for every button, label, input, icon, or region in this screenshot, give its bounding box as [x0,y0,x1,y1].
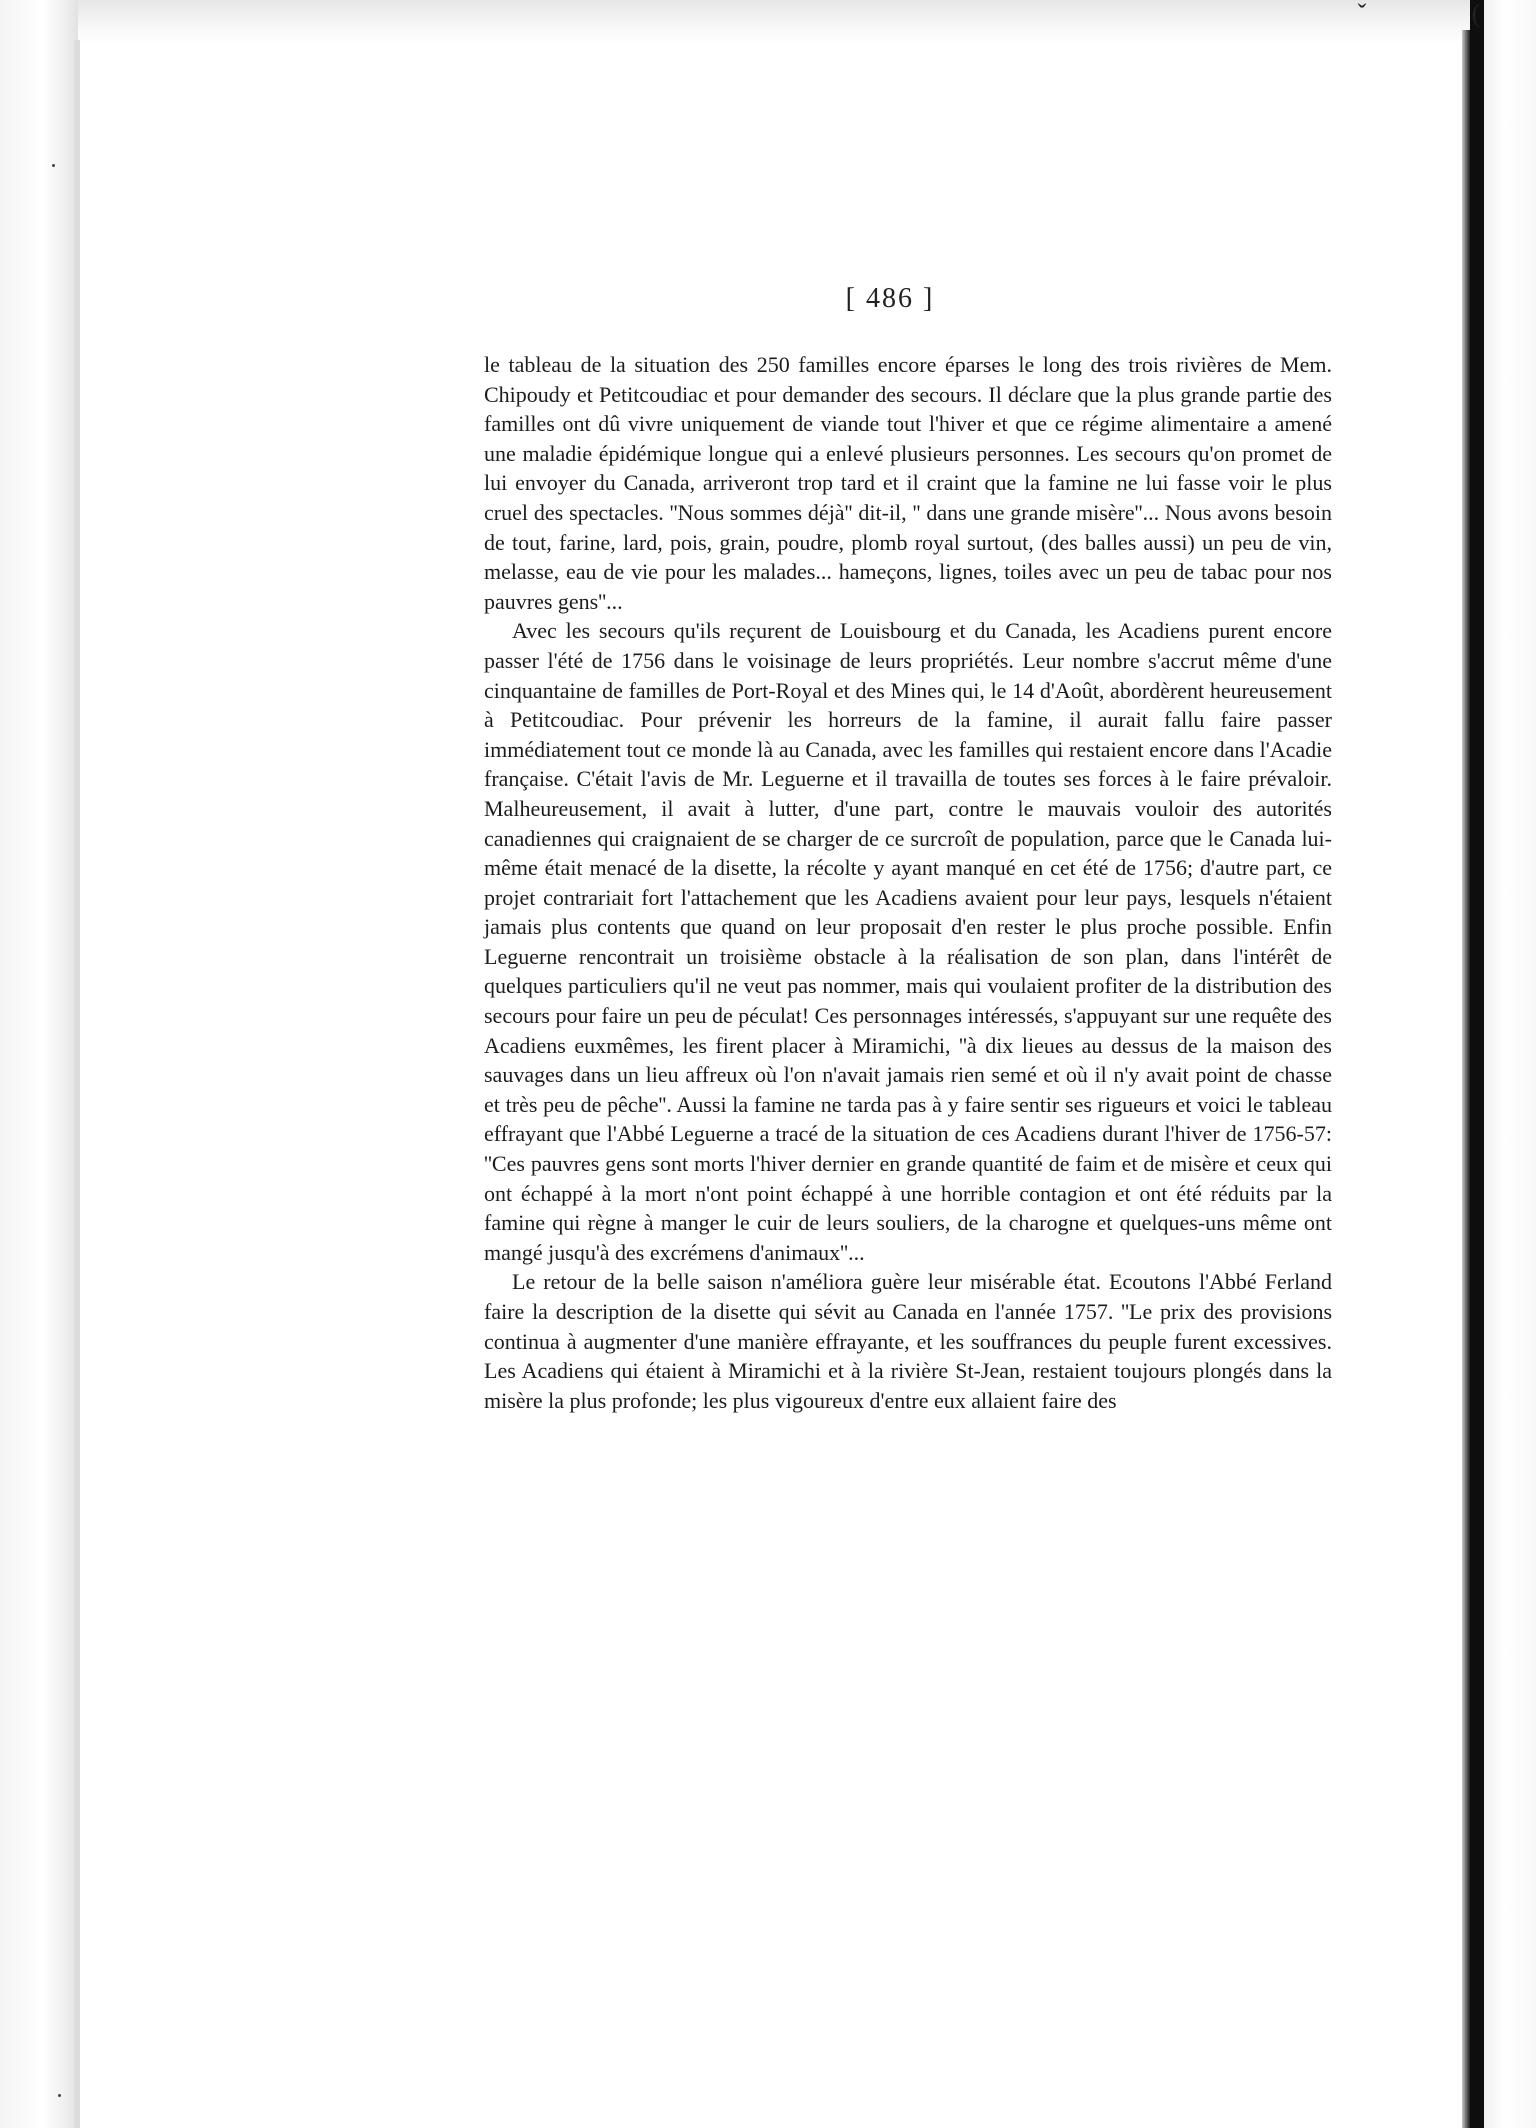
scan-artifact-mark: ˇ [1357,0,1367,28]
page-number: [ 486 ] [845,283,935,314]
paragraph: Le retour de la belle saison n'améliora guère leur misérable état. Ecoutons l'Abbé Ferland faire la description de la disette qui sévit au Canada en l'année 1757. ''Le prix des provisions continua à augmenter d'une manière effrayante, et les souffrances du peuple furent excessives. Les Acadiens qui étaient à Miramichi et à la rivière St-Jean, restaient toujours plongés dans la misère la plus profonde; les plus vigoureux d'entre eux allaient faire des [484,1269,1332,1413]
scan-speck [58,2094,61,2097]
adjacent-page-edge [1484,0,1536,2128]
scan-left-edge [0,0,78,2128]
paragraph: le tableau de la situation des 250 familles encore éparses le long des trois rivières de Mem. Chipoudy et Petitcoudiac et pour demander des secours. Il déclare que la plus grande partie des familles ont dû vivre uniquement de viande tout l'hiver et que ce régime alimentaire a amené une maladie épidémique longue qui a enlevé plusieurs personnes. Les secours qu'on promet de lui envoyer du Canada, arriveront trop tard et il craint que la famine ne lui fasse voir le plus cruel des spectacles. ''Nous sommes déjà'' dit-il, '' dans une grande misère''... Nous avons besoin de tout, farine, lard, pois, grain, poudre, plomb royal surtout, (des balles aussi) un peu de vin, melasse, eau de vie pour les malades... hameçons, lignes, toiles avec un peu de tabac pour nos pauvres gens''... [484,352,1332,614]
right-gutter-shadow [1462,30,1470,2128]
right-page-border [1470,0,1484,2128]
scan-speck [52,164,55,167]
spine-shadow [74,40,80,2128]
body-text [484,350,1332,1415]
paragraph: Avec les secours qu'ils reçurent de Louisbourg et du Canada, les Acadiens purent encore passer l'été de 1756 dans le voisinage de leurs propriétés. Leur nombre s'accrut même d'une cinquantaine de familles de Port-Royal et des Mines qui, le 14 d'Août, abordèrent heureusement à Petitcoudiac. Pour prévenir les horreurs de la famine, il aurait fallu faire passer immédiatement tout ce monde là au Canada, avec les familles qui restaient encore dans l'Acadie française. C'était l'avis de Mr. Leguerne et il travailla de toutes ses forces à le faire prévaloir. Malheureusement, il avait à lutter, d'une part, contre le mauvais vouloir des autorités canadiennes qui craignaient de se charger de ce surcroît de population, parce que le Canada lui-même était menacé de la disette, la récolte y ayant manqué en cet été de 1756; d'autre part, ce projet contrariait fort l'attachement que les Acadiens avaient pour leur pays, lesquels n'étaient jamais plus contents que quand on leur proposait d'en rester le plus proche possible. Enfin Leguerne rencontrait un troisième obstacle à la réalisation de son plan, dans l'intérêt de quelques particuliers qu'il ne veut pas nommer, mais qui voulaient profiter de la distribution des secours pour faire un peu de péculat! Ces personnages intéressés, s'appuyant sur une requête des Acadiens euxmêmes, les firent placer à Miramichi, ''à dix lieues au dessus de la maison des sauvages dans un lieu affreux où l'on n'avait jamais rien semé et où il n'y avait point de chasse et très peu de pêche''. Aussi la famine ne tarda pas à y faire sentir ses rigueurs et voici le tableau effrayant que l'Abbé Leguerne a tracé de la situation de ces Acadiens durant l'hiver de 1756-57: ''Ces pauvres gens sont morts l'hiver dernier en grande quantité de faim et de misère et ceux qui ont échappé à la mort n'ont point échappé à une horrible contagion et ont été réduits par la famine qui règne à manger le cuir de leurs souliers, de la charogne et quelques-uns même ont mangé jusqu'à des excrémens d'animaux''... [484,618,1332,1265]
scan-artifact-mark-2: ( [1471,0,1481,28]
scan-top-edge [0,0,1536,44]
